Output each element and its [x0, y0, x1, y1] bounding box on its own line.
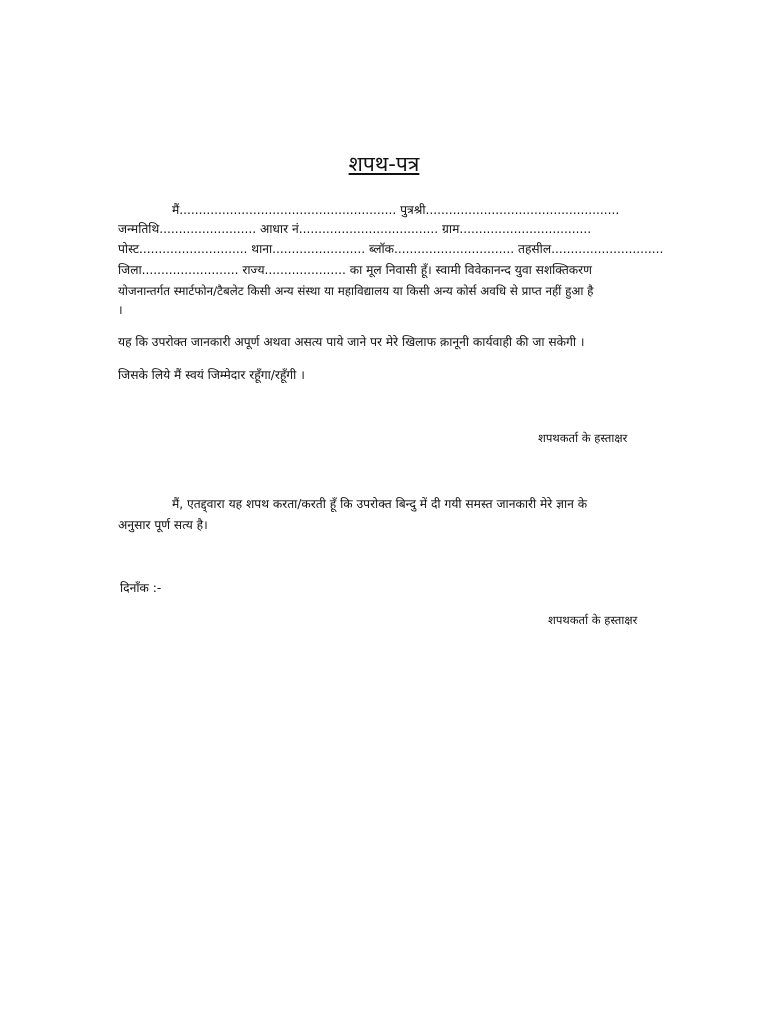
oath-line-2: अनुसार पूर्ण सत्य है।	[118, 518, 208, 532]
scheme-line-end: ।	[118, 303, 123, 317]
page-title: शपथ-पत्र	[348, 152, 420, 176]
signature-label-1: शपथकर्ता के हस्ताक्षर	[538, 431, 628, 445]
oath-line-1: मैं, एतद्द्वारा यह शपथ करता/करती हूँ कि उपरोक्त बिन्दु में दी गयी समस्त जानकारी मेरे ज्ञान के	[172, 497, 588, 511]
post-station-block-tehsil-line: पोस्ट............................ थाना........................ ब्लॉक............................... तहसील.............................	[118, 242, 664, 256]
signature-label-2: शपथकर्ता के हस्ताक्षर	[548, 613, 638, 627]
false-info-clause: यह कि उपरोक्त जानकारी अपूर्ण अथवा असत्य पाये जाने पर मेरे खिलाफ क़ानूनी कार्यवाही की जा सकेगी ।	[118, 335, 585, 349]
responsibility-clause: जिसके लिये मैं स्वयं जिम्मेदार रहूँगा/रहूँगी ।	[118, 368, 305, 382]
district-state-line: जिला......................... राज्य..................... का मूल निवासी हूँ। स्वामी विवेकानन्द युवा सशक्तिकरण	[118, 263, 592, 277]
date-label: दिनाँक :-	[120, 581, 162, 595]
name-line: मैं........................................................ पुत्रश्री..................................................	[172, 203, 620, 217]
birthdate-aadhar-village-line: जन्मतिथि......................... आधार नं.................................... ग्राम..................................	[118, 222, 592, 236]
scheme-line: योजनान्तर्गत स्मार्टफोन/टैबलेट किसी अन्य संस्था या महाविद्यालय या किसी अन्य कोर्स अवधि से प्राप्त नहीं हुआ है	[118, 284, 594, 298]
